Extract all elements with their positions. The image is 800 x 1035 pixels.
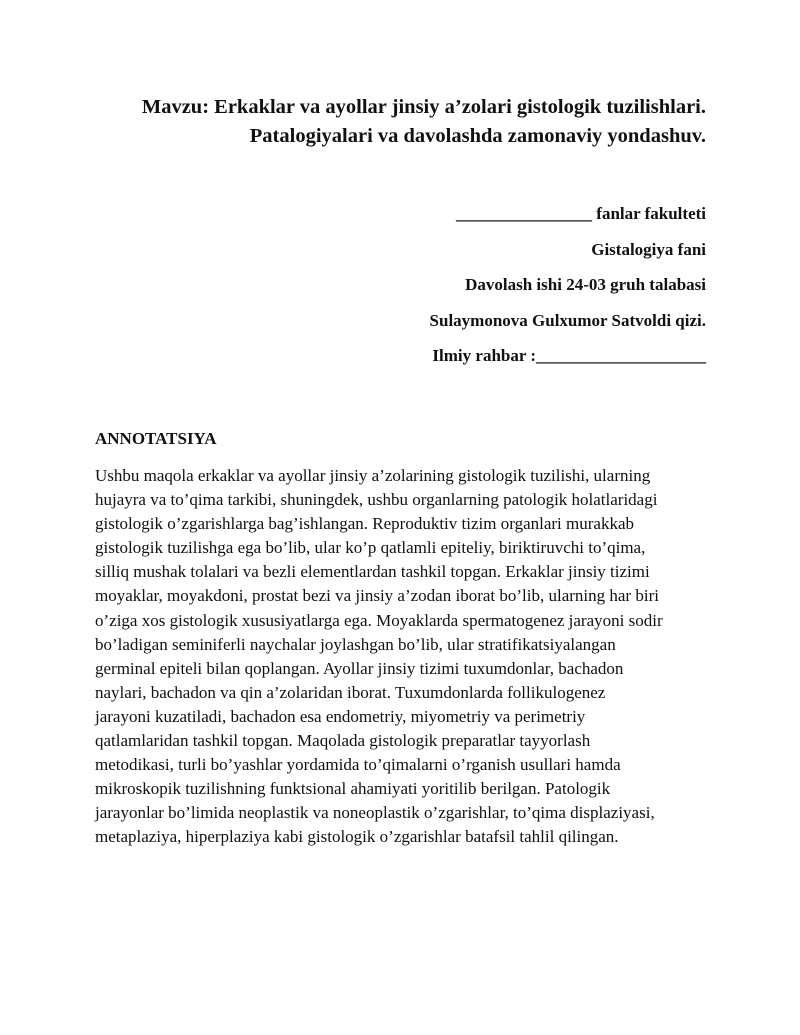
annotation-heading: ANNOTATSIYA bbox=[95, 429, 217, 448]
paragraph-line: jarayoni kuzatiladi, bachadon esa endometriy, miyometriy va perimetriy bbox=[95, 706, 586, 726]
paragraph-line: hujayra va to’qima tarkibi, shuningdek, ushbu organlarning patologik holatlaridagi bbox=[95, 490, 658, 510]
author-name: Sulaymonova Gulxumor Satvoldi qizi. bbox=[429, 310, 706, 330]
annotation-paragraph bbox=[95, 464, 715, 850]
paragraph-line: silliq mushak tolalari va bezli elementlardan tashkil topgan. Erkaklar jinsiy tizimi bbox=[95, 562, 650, 582]
paragraph-line: metodikasi, turli bo’yashlar yordamida to’qimalarni o’rganish usullari hamda bbox=[95, 755, 621, 775]
paragraph-line: gistologik o’zgarishlarga bag’ishlangan. Reproduktiv tizim organlari murakkab bbox=[95, 514, 634, 534]
paragraph-line: naylari, bachadon va qin a’zolaridan iborat. Tuxumdonlarda follikulogenez bbox=[95, 682, 606, 702]
title-line-1: Mavzu: Erkaklar va ayollar jinsiy a’zolari gistologik tuzilishlari. bbox=[141, 96, 706, 118]
group-line: Davolash ishi 24-03 gruh talabasi bbox=[465, 275, 706, 294]
paragraph-line: jarayonlar bo’limida neoplastik va noneoplastik o’zgarishlar, to’qima displaziyasi, bbox=[95, 803, 655, 823]
paragraph-line: moyaklar, moyakdoni, prostat bezi va jinsiy a’zodan iborat bo’lib, ularning har biri bbox=[95, 586, 659, 606]
paragraph-line: gistologik tuzilishga ega bo’lib, ular ko’p qatlamli epiteliy, biriktiruvchi to’qima, bbox=[95, 538, 646, 558]
paragraph-line: qatlamlaridan tashkil topgan. Maqolada gistologik preparatlar tayyorlash bbox=[95, 731, 591, 751]
paragraph-line: bo’ladigan seminiferli naychalar joylashgan bo’lib, ular stratifikatsiyalangan bbox=[95, 634, 616, 654]
supervisor-line: Ilmiy rahbar :____________________ bbox=[432, 346, 706, 365]
paragraph-line: germinal epiteli bilan qoplangan. Ayollar jinsiy tizimi tuxumdonlar, bachadon bbox=[95, 658, 624, 678]
faculty-line: ________________ fanlar fakulteti bbox=[456, 204, 706, 223]
title-line-2: Patalogiyalari va davolashda zamonaviy yondashuv. bbox=[249, 125, 706, 147]
paragraph-line: o’ziga xos gistologik xususiyatlarga ega. Moyaklarda spermatogenez jarayoni sodir bbox=[95, 610, 663, 630]
author-info-block bbox=[206, 203, 706, 381]
paragraph-line: Ushbu maqola erkaklar va ayollar jinsiy a’zolarining gistologik tuzilishi, ularning bbox=[95, 466, 651, 485]
paragraph-line: mikroskopik tuzilishning funktsional ahamiyati yoritilib berilgan. Patologik bbox=[95, 779, 611, 799]
paragraph-line: metaplaziya, hiperplaziya kabi gistologik o’zgarishlar batafsil tahlil qilingan. bbox=[95, 827, 619, 847]
subject-line: Gistalogiya fani bbox=[591, 239, 706, 259]
document-title bbox=[66, 93, 706, 151]
